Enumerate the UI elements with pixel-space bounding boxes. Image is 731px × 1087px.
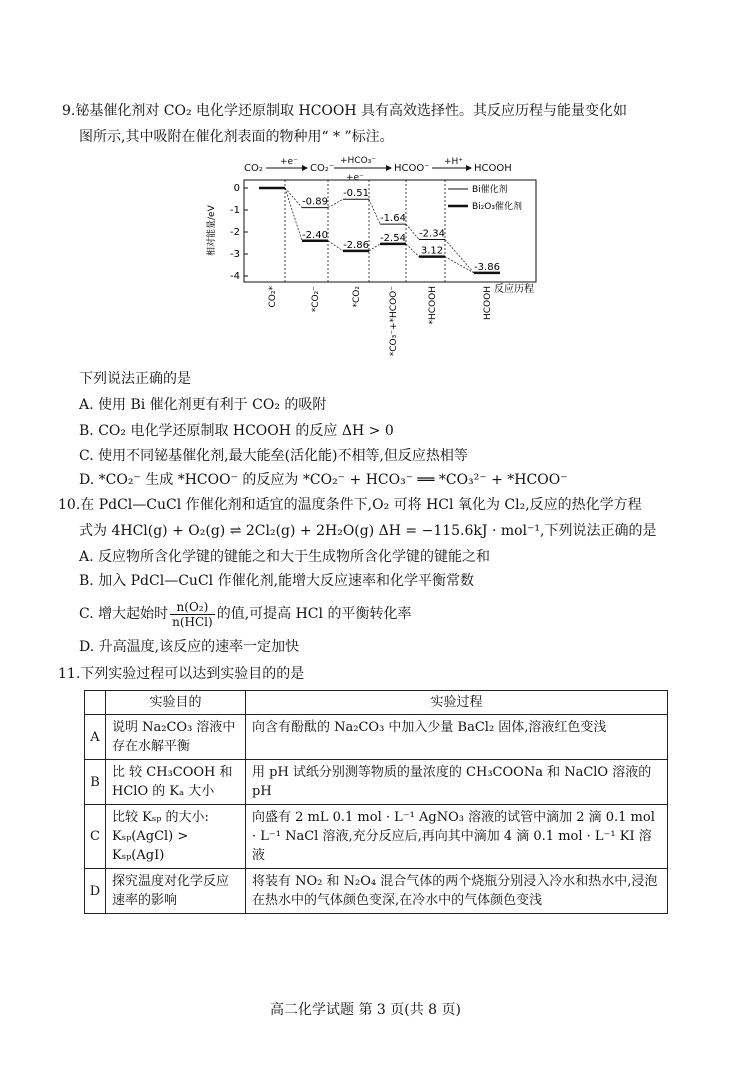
energy-connector bbox=[369, 244, 380, 251]
row-label: C bbox=[85, 805, 106, 869]
q9-stem-line1: 9.铋基催化剂对 CO₂ 电化学还原制取 HCOOH 具有高效选择性。其反应历程与能量变化如 bbox=[62, 103, 628, 119]
energy-value-label: 3.12 bbox=[420, 245, 444, 257]
x-category-label: *CO₃⁻+*HCOO⁻ bbox=[389, 286, 399, 357]
y-tick-label: -2 bbox=[230, 227, 240, 238]
row-label: D bbox=[85, 869, 106, 914]
energy-value-label: -0.51 bbox=[343, 188, 369, 200]
x-category-label: *HCOOH bbox=[428, 286, 438, 325]
q9-option-d: D. *CO₂⁻ 生成 *HCOO⁻ 的反应为 *CO₂⁻ + HCO₃⁻ ══ *CO₃²⁻ + *HCOO⁻ bbox=[79, 472, 568, 488]
row-label: B bbox=[85, 760, 106, 805]
page-footer: 高二化学试题 第 3 页(共 8 页) bbox=[270, 1002, 461, 1018]
y-tick-label: 0 bbox=[233, 183, 240, 194]
energy-connector bbox=[445, 239, 474, 272]
rxn-arrow3-label: +H⁺ bbox=[444, 157, 464, 167]
energy-value-label: -2.34 bbox=[419, 228, 445, 240]
energy-value-label: -2.86 bbox=[343, 239, 369, 251]
q9-option-b: B. CO₂ 电化学还原制取 HCOOH 的反应 ΔH > 0 bbox=[79, 423, 394, 439]
x-category-label: *CO₂⁻ bbox=[311, 286, 321, 313]
table-row bbox=[85, 805, 668, 869]
x-category-label: HCOOH bbox=[483, 286, 493, 320]
q9-prompt: 下列说法正确的是 bbox=[79, 371, 191, 387]
q11-number: 11. bbox=[58, 666, 81, 682]
row-label: A bbox=[85, 715, 106, 760]
q10-number: 10. bbox=[58, 497, 81, 513]
row-process: 将装有 NO₂ 和 N₂O₄ 混合气体的两个烧瓶分别浸入冷水和热水中,浸泡在热水中的气体颜色变深,在冷水中的气体颜色变浅 bbox=[246, 869, 668, 914]
legend bbox=[448, 183, 522, 212]
rxn-arrow1-label: +e⁻ bbox=[280, 157, 298, 167]
table-row bbox=[85, 869, 668, 914]
energy-value-label: -3.86 bbox=[474, 261, 500, 273]
x-category-label: CO₂* bbox=[268, 286, 278, 308]
experiment-table bbox=[84, 690, 668, 914]
energy-connector bbox=[406, 244, 419, 257]
q9-stem-line2: 图所示,其中吸附在催化剂表面的物种用“ * ”标注。 bbox=[79, 129, 394, 145]
energy-value-label: -2.40 bbox=[302, 229, 328, 241]
energy-connector bbox=[328, 199, 343, 207]
table-header-goal: 实验目的 bbox=[106, 691, 246, 715]
q10-option-a: A. 反应物所含化学键的键能之和大于生成物所含化学键的键能之和 bbox=[79, 549, 491, 565]
q10-option-d: D. 升高温度,该反应的速率一定加快 bbox=[79, 639, 300, 655]
energy-value-label: -1.64 bbox=[380, 213, 406, 225]
energy-connector bbox=[406, 224, 419, 239]
q9-option-a: A. 使用 Bi 催化剂更有利于 CO₂ 的吸附 bbox=[79, 397, 327, 413]
q10-stem-line1: 10.在 PdCl—CuCl 作催化剂和适宜的温度条件下,O₂ 可将 HCl 氧化为 Cl₂,反应的热化学方程 bbox=[58, 497, 642, 513]
energy-connector bbox=[369, 199, 380, 224]
energy-connector bbox=[285, 188, 302, 208]
ratio-fraction: $\frac{\text{n(O₂)}}{\text{n(HCl)}}$ bbox=[172, 599, 213, 629]
row-process: 向含有酚酞的 Na₂CO₃ 中加入少量 BaCl₂ 固体,溶液红色变浅 bbox=[246, 715, 668, 760]
energy-connector bbox=[285, 188, 302, 241]
q9-option-c: C. 使用不同铋基催化剂,最大能垒(活化能)不相等,但反应热相等 bbox=[79, 448, 468, 464]
y-axis-label: 相对能量/eV bbox=[207, 205, 217, 256]
row-goal: 探究温度对化学反应速率的影响 bbox=[106, 869, 246, 914]
table-header-label bbox=[85, 691, 106, 715]
table-header-process: 实验过程 bbox=[246, 691, 668, 715]
y-tick-label: -3 bbox=[230, 249, 240, 260]
rxn-arrow2-top: +HCO₃⁻ bbox=[340, 156, 377, 166]
rxn-species-1: CO₂ bbox=[244, 163, 263, 174]
q10-option-b: B. 加入 PdCl—CuCl 作催化剂,能增大反应速率和化学平衡常数 bbox=[79, 573, 475, 589]
legend-bi2o3: Bi₂O₃催化剂 bbox=[472, 202, 522, 212]
legend-bi: Bi催化剂 bbox=[472, 185, 508, 195]
q11-stem: 11.下列实验过程可以达到实验目的的是 bbox=[58, 666, 305, 682]
energy-value-label: -0.89 bbox=[302, 196, 328, 208]
rxn-arrow2-bottom: +e⁻ bbox=[346, 173, 364, 183]
table-row bbox=[85, 715, 668, 760]
table-header-row bbox=[85, 691, 668, 715]
row-goal: 比较 Kₛₚ 的大小: Kₛₚ(AgCl) > Kₛₚ(AgI) bbox=[106, 805, 246, 869]
energy-value-label: -2.54 bbox=[380, 232, 406, 244]
row-process: 用 pH 试纸分别测等物质的量浓度的 CH₃COONa 和 NaClO 溶液的 pH bbox=[246, 760, 668, 805]
q10-option-c: C. 增大起始时 $\frac{\text{n(O₂)}}{\text{n(HCl)}}$ 的值,可提高 HCl 的平衡转化率 bbox=[79, 599, 412, 629]
row-process: 向盛有 2 mL 0.1 mol · L⁻¹ AgNO₃ 溶液的试管中滴加 2 滴 0.1 mol · L⁻¹ NaCl 溶液,充分反应后,再向其中滴加 4 滴 0.1 mol · L⁻¹ KI 溶液 bbox=[246, 805, 668, 869]
energy-connector bbox=[328, 241, 343, 251]
y-tick-label: -1 bbox=[230, 205, 240, 216]
y-tick-label: -4 bbox=[230, 271, 240, 282]
q10-stem-line2: 式为 4HCl(g) + O₂(g) ⇌ 2Cl₂(g) + 2H₂O(g) ΔH = −115.6kJ · mol⁻¹,下列说法正确的是 bbox=[79, 523, 657, 539]
x-category-label: *CO₂ bbox=[352, 286, 362, 308]
row-goal: 比 较 CH₃COOH 和 HClO 的 Kₐ 大小 bbox=[106, 760, 246, 805]
energy-profile-chart bbox=[200, 150, 550, 360]
row-goal: 说明 Na₂CO₃ 溶液中存在水解平衡 bbox=[106, 715, 246, 760]
x-axis-label: 反应历程 bbox=[494, 284, 534, 295]
rxn-species-4: HCOOH bbox=[474, 163, 512, 174]
table-row bbox=[85, 760, 668, 805]
rxn-species-3: HCOO⁻ bbox=[394, 163, 430, 174]
rxn-species-2: CO₂⁻ bbox=[310, 163, 335, 174]
energy-connector bbox=[445, 257, 474, 273]
q9-number: 9. bbox=[62, 103, 76, 119]
